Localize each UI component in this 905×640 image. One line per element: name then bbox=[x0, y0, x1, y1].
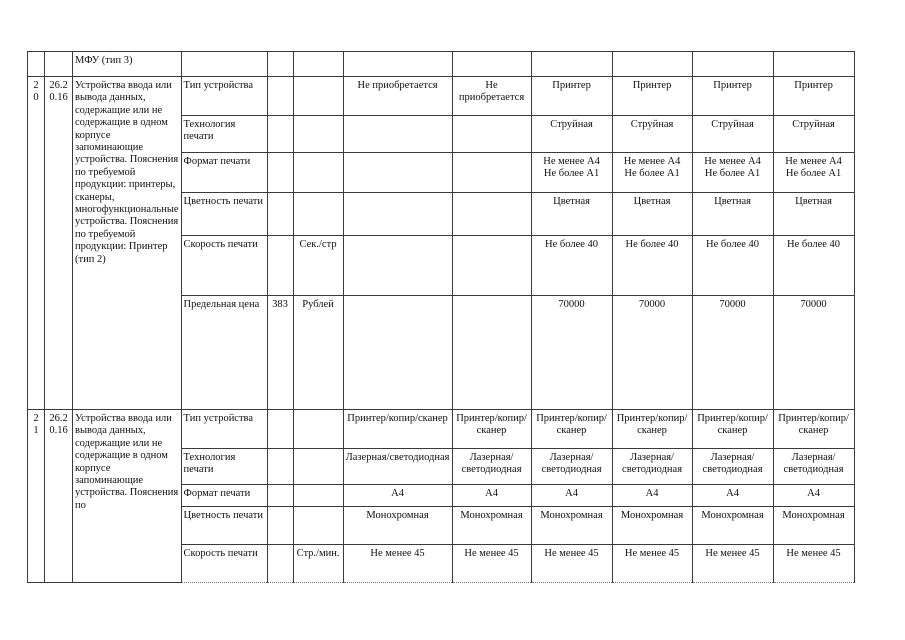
value-cell: Не приобретается bbox=[452, 77, 531, 116]
okei-code bbox=[267, 410, 293, 449]
unit: Рублей bbox=[293, 296, 343, 410]
okei-code bbox=[267, 449, 293, 485]
value-cell: А4 bbox=[612, 485, 692, 507]
value-cell: А4 bbox=[692, 485, 773, 507]
unit: Сек./стр bbox=[293, 236, 343, 296]
value-cell: Принтер/копир/сканер bbox=[531, 410, 612, 449]
value-cell: Цветная bbox=[692, 193, 773, 236]
value-cell: Лазерная/светодиодная bbox=[612, 449, 692, 485]
unit bbox=[293, 449, 343, 485]
value-cell: Не менее 45 bbox=[773, 545, 854, 583]
unit bbox=[293, 410, 343, 449]
table-row bbox=[28, 410, 855, 449]
characteristic-name: Скорость печати bbox=[181, 545, 267, 583]
value-cell: Монохромная bbox=[343, 507, 452, 545]
value-cell: Принтер bbox=[773, 77, 854, 116]
okei-code bbox=[267, 193, 293, 236]
okei-code bbox=[267, 116, 293, 153]
okei-code: 383 bbox=[267, 296, 293, 410]
value-cell bbox=[452, 52, 531, 77]
value-cell: Лазерная/светодиодная bbox=[343, 449, 452, 485]
value-cell: Не более 40 bbox=[531, 236, 612, 296]
value-cell: Не приобретается bbox=[343, 77, 452, 116]
value-cell: Монохромная bbox=[531, 507, 612, 545]
value-cell: Принтер/копир/сканер bbox=[773, 410, 854, 449]
value-cell: Не менее А4 Не более А1 bbox=[692, 153, 773, 193]
value-cell: Цветная bbox=[773, 193, 854, 236]
value-cell: А4 bbox=[343, 485, 452, 507]
value-cell: Не менее 45 bbox=[531, 545, 612, 583]
item-number: 2 1 bbox=[28, 410, 45, 583]
value-cell: Струйная bbox=[692, 116, 773, 153]
okei-code bbox=[267, 77, 293, 116]
value-cell: Не менее 45 bbox=[452, 545, 531, 583]
value-cell bbox=[343, 296, 452, 410]
specification-table bbox=[27, 51, 855, 583]
value-cell: Лазерная/светодиодная bbox=[692, 449, 773, 485]
unit: Стр./мин. bbox=[293, 545, 343, 583]
value-cell: Принтер bbox=[692, 77, 773, 116]
value-cell: Монохромная bbox=[452, 507, 531, 545]
table-row bbox=[28, 52, 855, 77]
characteristic-name: Технология печати bbox=[181, 116, 267, 153]
value-cell bbox=[452, 236, 531, 296]
value-cell: Лазерная/светодиодная bbox=[531, 449, 612, 485]
unit bbox=[293, 507, 343, 545]
value-cell: А4 bbox=[452, 485, 531, 507]
value-cell: Монохромная bbox=[612, 507, 692, 545]
item-description: МФУ (тип 3) bbox=[73, 52, 182, 77]
value-cell: Не менее 45 bbox=[692, 545, 773, 583]
value-cell: Цветная bbox=[531, 193, 612, 236]
characteristic-name: Цветность печати bbox=[181, 507, 267, 545]
value-cell bbox=[531, 52, 612, 77]
item-number-cell bbox=[28, 52, 45, 77]
okpd-code: 26.2 0.16 bbox=[45, 77, 73, 410]
value-cell: Принтер bbox=[612, 77, 692, 116]
value-cell bbox=[343, 153, 452, 193]
value-cell bbox=[343, 116, 452, 153]
value-cell: Принтер bbox=[531, 77, 612, 116]
value-cell: Не менее А4 Не более А1 bbox=[612, 153, 692, 193]
unit bbox=[293, 153, 343, 193]
value-cell: А4 bbox=[773, 485, 854, 507]
unit bbox=[293, 116, 343, 153]
value-cell: 70000 bbox=[692, 296, 773, 410]
value-cell: Лазерная/светодиодная bbox=[452, 449, 531, 485]
characteristic-name: Цветность печати bbox=[181, 193, 267, 236]
value-cell bbox=[452, 296, 531, 410]
item-number: 2 0 bbox=[28, 77, 45, 410]
value-cell: А4 bbox=[531, 485, 612, 507]
okpd-code-cell bbox=[45, 52, 73, 77]
characteristic-name bbox=[181, 52, 267, 77]
value-cell: 70000 bbox=[612, 296, 692, 410]
okei-code bbox=[267, 485, 293, 507]
value-cell bbox=[343, 236, 452, 296]
okei-code bbox=[267, 545, 293, 583]
value-cell: Не менее 45 bbox=[612, 545, 692, 583]
value-cell bbox=[692, 52, 773, 77]
value-cell bbox=[343, 52, 452, 77]
value-cell: Принтер/копир/сканер bbox=[692, 410, 773, 449]
item-description: Устройства ввода или вывода данных, содержащие или не содержащие в одном корпусе запоминающие устройства. Пояснения по требуемой продукции: принтеры, сканеры, многофункциональные устройства. Пояснения по требуемой продукции: Принтер (тип 2) bbox=[73, 77, 182, 410]
value-cell: Монохромная bbox=[773, 507, 854, 545]
characteristic-name: Формат печати bbox=[181, 153, 267, 193]
value-cell: Цветная bbox=[612, 193, 692, 236]
characteristic-name: Предельная цена bbox=[181, 296, 267, 410]
value-cell: Не более 40 bbox=[692, 236, 773, 296]
okei-code bbox=[267, 153, 293, 193]
value-cell bbox=[773, 52, 854, 77]
value-cell: Принтер/копир/сканер bbox=[343, 410, 452, 449]
value-cell: Монохромная bbox=[692, 507, 773, 545]
value-cell: Принтер/копир/сканер bbox=[452, 410, 531, 449]
value-cell bbox=[452, 116, 531, 153]
characteristic-name: Скорость печати bbox=[181, 236, 267, 296]
unit bbox=[293, 77, 343, 116]
value-cell: Не менее А4 Не более А1 bbox=[773, 153, 854, 193]
value-cell: Струйная bbox=[773, 116, 854, 153]
value-cell: Не более 40 bbox=[612, 236, 692, 296]
value-cell bbox=[343, 193, 452, 236]
characteristic-name: Тип устройства bbox=[181, 410, 267, 449]
okpd-code: 26.2 0.16 bbox=[45, 410, 73, 583]
value-cell bbox=[452, 153, 531, 193]
value-cell: Струйная bbox=[612, 116, 692, 153]
item-description: Устройства ввода или вывода данных, содержащие или не содержащие в одном корпусе запоминающие устройства. Пояснения по bbox=[73, 410, 182, 583]
value-cell bbox=[452, 193, 531, 236]
value-cell: 70000 bbox=[773, 296, 854, 410]
value-cell: Не более 40 bbox=[773, 236, 854, 296]
value-cell: Струйная bbox=[531, 116, 612, 153]
table-row bbox=[28, 77, 855, 116]
characteristic-name: Тип устройства bbox=[181, 77, 267, 116]
okei-code-cell bbox=[267, 52, 293, 77]
unit-cell bbox=[293, 52, 343, 77]
value-cell: 70000 bbox=[531, 296, 612, 410]
characteristic-name: Формат печати bbox=[181, 485, 267, 507]
value-cell: Принтер/копир/сканер bbox=[612, 410, 692, 449]
unit bbox=[293, 193, 343, 236]
value-cell bbox=[612, 52, 692, 77]
unit bbox=[293, 485, 343, 507]
value-cell: Лазерная/светодиодная bbox=[773, 449, 854, 485]
okei-code bbox=[267, 507, 293, 545]
value-cell: Не менее А4 Не более А1 bbox=[531, 153, 612, 193]
okei-code bbox=[267, 236, 293, 296]
value-cell: Не менее 45 bbox=[343, 545, 452, 583]
characteristic-name: Технология печати bbox=[181, 449, 267, 485]
